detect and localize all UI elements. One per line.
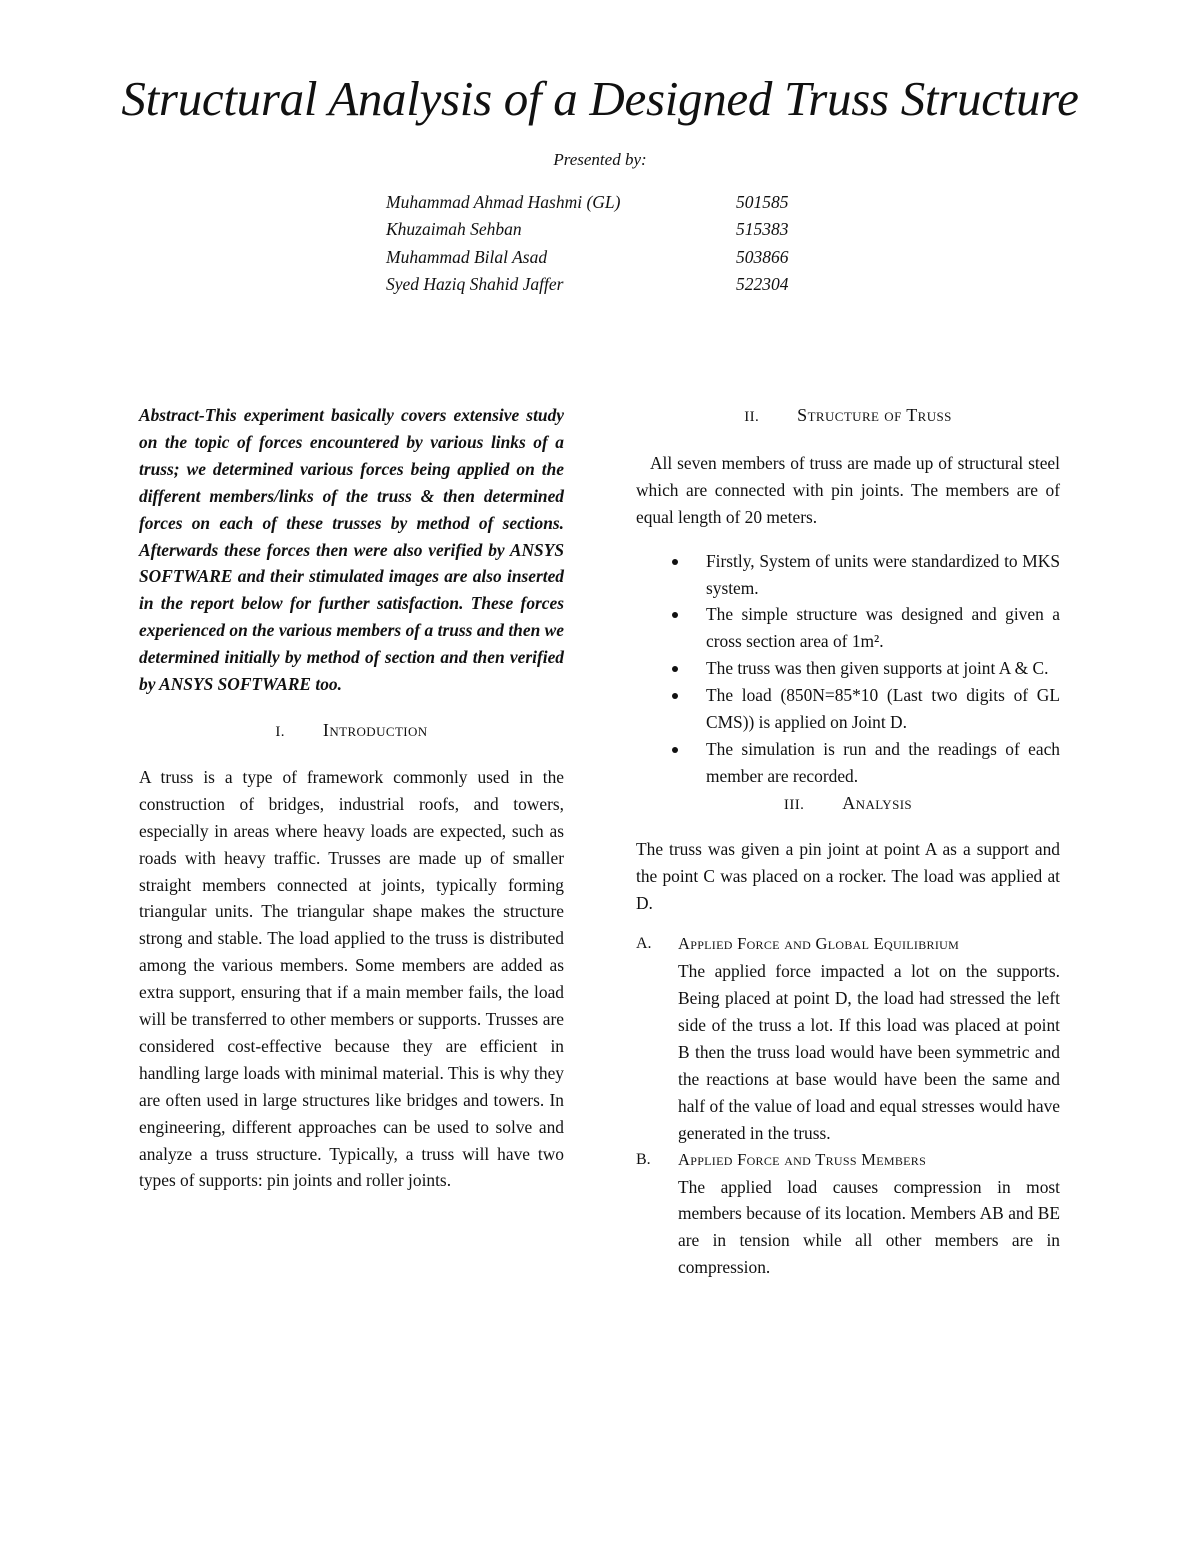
introduction-body: A truss is a type of framework commonly used in the construction of bridges, industrial roofs, and towers, especially in areas where heavy loads are expected, such as roads with heavy traffic. Trusses are made up of smaller straight members connected at joints, typically forming triangular units. The triangular shape makes the structure strong and stable. The load applied to the truss is distributed among the various members. Some members are added as extra support, ensuring that if a main member fails, the load will be transferred to other members or supports. Trusses are considered cost-effective because they are efficient in handling large loads with minimal material. This is why they are often used in large structures like bridges and towers. In engineering, different approaches can be used to solve and analyze a truss structure. Typically, a truss will have two types of supports: pin joints and roller joints. (139, 766, 564, 1191)
subsection-body: The applied force impacted a lot on the supports. Being placed at point D, the load had stressed the left side of the truss a lot. If this load was placed at point B then the truss load would have been symmetric and the reactions at base would have been the same and half of the value of load and equal stresses would have generated in the truss. (678, 961, 1060, 1143)
author-name: Khuzaimah Sehban (386, 219, 522, 240)
list-item: The simple structure was designed and given a cross section area of 1m². (706, 601, 1060, 655)
right-column (636, 402, 1060, 1281)
section-title: Structure of Truss (797, 405, 952, 425)
subsection-body: The applied load causes compression in most members because of its location. Members AB and BE are in tension while all other members are in compression. (678, 1176, 1060, 1278)
subsection-b (636, 1147, 1060, 1282)
author-list (386, 192, 816, 301)
author-id: 515383 (736, 219, 789, 240)
left-column (139, 402, 564, 1194)
author-row (386, 247, 816, 274)
structure-bullet-list (636, 548, 1060, 790)
abstract: Abstract-This experiment basically covers extensive study on the topic of forces encountered by various links of a truss; we determined various forces being applied on the different members/links of the truss & then determined forces on each of these trusses by method of sections. Afterwards these forces then were also verified by ANSYS SOFTWARE and their stimulated images are also inserted in the report below for further satisfaction. These forces experienced on the various members of a truss and then we determined initially by method of section and then verified by ANSYS SOFTWARE too. (139, 405, 564, 695)
section-title: Introduction (322, 719, 428, 740)
subsection-a (636, 931, 1060, 1146)
author-id: 503866 (736, 246, 789, 267)
paper-title: Structural Analysis of a Designed Truss Structure (121, 71, 1079, 126)
list-item: Firstly, System of units were standardized to MKS system. (706, 548, 1060, 602)
subsection-title: Applied Force and Truss Members (678, 1149, 927, 1169)
author-row (386, 219, 816, 246)
section-title: Analysis (842, 792, 913, 813)
list-item: The load (850N=85*10 (Last two digits of GL CMS)) is applied on Joint D. (706, 682, 1060, 736)
subsection-letter: A. (636, 935, 652, 953)
author-id: 522304 (736, 273, 789, 294)
author-name: Muhammad Ahmad Hashmi (GL) (386, 192, 621, 212)
list-item: The truss was then given supports at joint A & C. (706, 655, 1060, 682)
section-number: II. (744, 409, 760, 425)
section-heading-introduction (139, 717, 564, 746)
author-row (386, 192, 816, 219)
structure-body: All seven members of truss are made up of structural steel which are connected with pin joints. The members are of equal length of 20 meters. (636, 452, 1060, 527)
list-item: The simulation is run and the readings of each member are recorded. (706, 736, 1060, 790)
subsection-title: Applied Force and Global Equilibrium (678, 934, 960, 954)
presented-by-label: Presented by: (553, 150, 647, 169)
section-number: I. (275, 723, 285, 740)
analysis-body: The truss was given a pin joint at point A as a support and the point C was placed on a rocker. The load was applied at D. (636, 838, 1060, 913)
subsection-letter: B. (636, 1150, 651, 1168)
author-row (386, 274, 816, 301)
section-heading-analysis (636, 790, 1060, 819)
author-id: 501585 (736, 192, 789, 212)
section-heading-structure (636, 402, 1060, 431)
author-name: Syed Haziq Shahid Jaffer (386, 273, 564, 294)
author-name: Muhammad Bilal Asad (386, 246, 548, 267)
section-number: III. (783, 796, 805, 813)
